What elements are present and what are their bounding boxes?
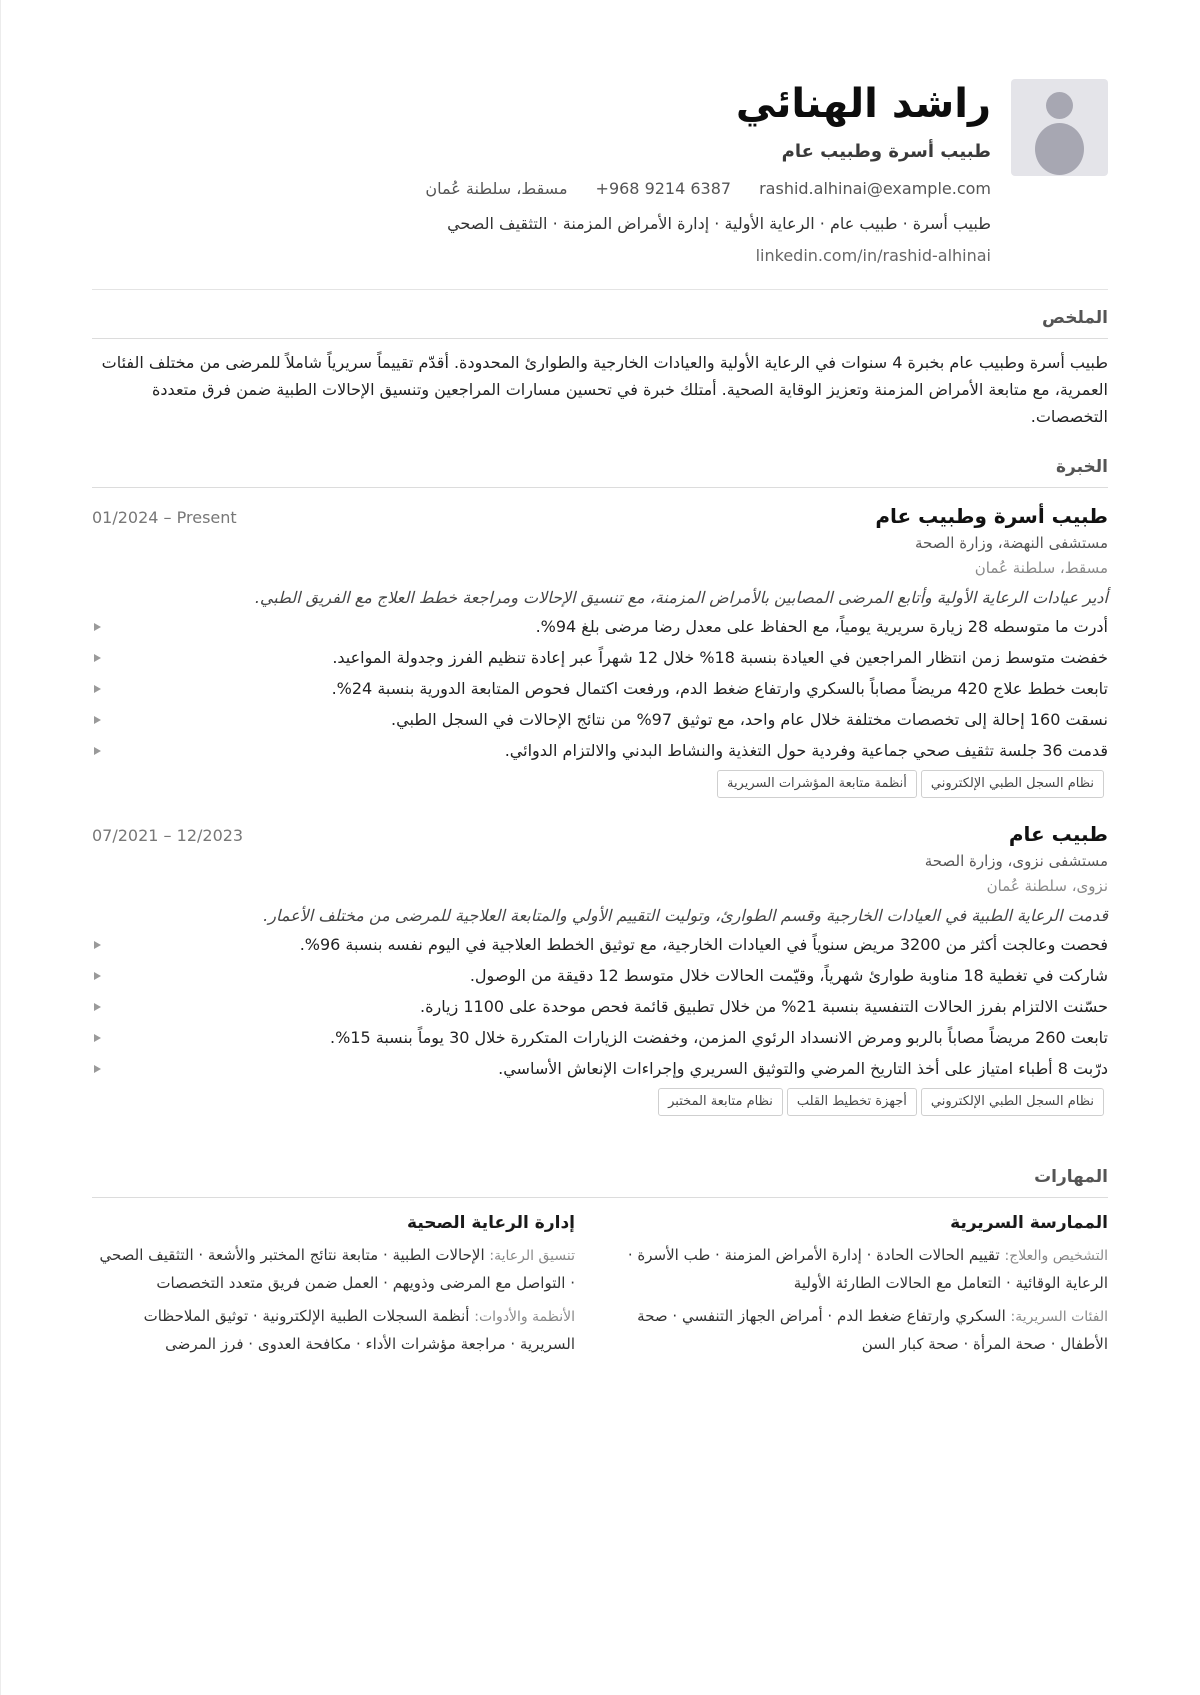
- linkedin-link[interactable]: linkedin.com/in/rashid-alhinai: [755, 246, 991, 265]
- skill-label: تنسيق الرعاية:: [489, 1248, 575, 1264]
- achievement-item: [92, 1026, 1108, 1050]
- skill-values: السكري وارتفاع ضغط الدم · أمراض الجهاز التنفسي · صحة الأطفال · صحة المرأة · صحة كبار السن: [637, 1307, 1108, 1353]
- job-title: طبيب عام: [1008, 822, 1108, 846]
- achievement-text: تابعت 260 مريضاً مصاباً بالربو ومرض الانسداد الرئوي المزمن، وخفضت الزيارات المتكررة خلال 30 يوماً بنسبة 15%.: [330, 1028, 1108, 1047]
- achievement-item: [92, 995, 1108, 1019]
- skill-row: [625, 1303, 1108, 1358]
- tool-tag: نظام متابعة المختبر: [658, 1088, 783, 1116]
- job-dates: 01/2024 – Present: [92, 508, 237, 527]
- achievement-item: [92, 933, 1108, 957]
- achievement-item: [92, 646, 1108, 670]
- job-organization: مستشفى نزوى، وزارة الصحة: [924, 852, 1108, 870]
- skills-section: [92, 1165, 1108, 1358]
- job-entry: [92, 502, 1108, 798]
- skill-values: الإحالات الطبية · متابعة نتائج المختبر والأشعة · التثقيف الصحي · التواصل مع المرضى وذويهم · العمل ضمن فريق متعدد التخصصات: [99, 1246, 575, 1292]
- tool-tag: أجهزة تخطيط القلب: [787, 1088, 917, 1116]
- skill-group-title: إدارة الرعاية الصحية: [407, 1213, 575, 1233]
- achievement-item: [92, 677, 1108, 701]
- job-header: [92, 502, 1108, 530]
- skill-row: [92, 1242, 575, 1297]
- skills-heading: المهارات: [92, 1165, 1108, 1198]
- achievement-text: فحصت وعالجت أكثر من 3200 مريض سنوياً في العيادات الخارجية، مع توثيق الخطط العلاجية في اليوم نفسه بنسبة 96%.: [299, 935, 1108, 954]
- avatar-body: [1035, 123, 1084, 175]
- skill-group-title: الممارسة السريرية: [950, 1213, 1108, 1233]
- skill-column: [625, 1210, 1108, 1358]
- header-divider: [92, 289, 1108, 290]
- bullet-triangle-icon: [94, 716, 101, 724]
- headline-keywords: طبيب أسرة · طبيب عام · الرعاية الأولية · إدارة الأمراض المزمنة · التثقيف الصحي: [447, 214, 991, 233]
- job-title: طبيب أسرة وطبيب عام: [875, 504, 1108, 528]
- experience-section: [92, 455, 1108, 1116]
- job-location: نزوى، سلطنة عُمان: [986, 877, 1108, 895]
- achievement-item: [92, 615, 1108, 639]
- job-location: مسقط، سلطنة عُمان: [974, 559, 1108, 577]
- achievement-item: [92, 708, 1108, 732]
- location-text: مسقط، سلطنة عُمان: [425, 179, 568, 198]
- bullet-triangle-icon: [94, 941, 101, 949]
- job-organization: مستشفى النهضة، وزارة الصحة: [914, 534, 1108, 552]
- skill-label: الفئات السريرية:: [1010, 1309, 1108, 1325]
- achievement-text: درّبت 8 أطباء امتياز على أخذ التاريخ المرضي والتوثيق السريري وإجراءات الإنعاش الأساسي.: [498, 1059, 1108, 1078]
- email-link[interactable]: rashid.alhinai@example.com: [759, 179, 991, 198]
- bullet-triangle-icon: [94, 685, 101, 693]
- tool-tag: نظام السجل الطبي الإلكتروني: [921, 770, 1104, 798]
- job-achievements: [92, 615, 1108, 763]
- skill-values: تقييم الحالات الحادة · إدارة الأمراض المزمنة · طب الأسرة · الرعاية الوقائية · التعامل مع الحالات الطارئة الأولية: [627, 1246, 1108, 1292]
- skill-column: [92, 1210, 575, 1358]
- achievement-item: [92, 1057, 1108, 1081]
- tool-tag: أنظمة متابعة المؤشرات السريرية: [717, 770, 917, 798]
- skill-values: أنظمة السجلات الطبية الإلكترونية · توثيق الملاحظات السريرية · مراجعة مؤشرات الأداء · مكافحة العدوى · فرز المرضى: [143, 1307, 575, 1353]
- achievement-text: أدرت ما متوسطه 28 زيارة سريرية يومياً، مع الحفاظ على معدل رضا مرضى بلغ 94%.: [535, 617, 1108, 636]
- tool-tag: نظام السجل الطبي الإلكتروني: [921, 1088, 1104, 1116]
- bullet-triangle-icon: [94, 747, 101, 755]
- job-tools: [92, 1088, 1108, 1116]
- achievement-text: خفضت متوسط زمن انتظار المراجعين في العيادة بنسبة 18% خلال 12 شهراً عبر إعادة تنظيم الفرز وجدولة المواعيد.: [332, 648, 1108, 667]
- job-description: أدير عيادات الرعاية الأولية وأتابع المرضى المصابين بالأمراض المزمنة، مع تنسيق الإحالات ومراجعة خطط العلاج مع الفريق الطبي.: [254, 588, 1108, 607]
- bullet-triangle-icon: [94, 623, 101, 631]
- achievement-text: قدمت 36 جلسة تثقيف صحي جماعية وفردية حول التغذية والنشاط البدني والالتزام الدوائي.: [504, 741, 1108, 760]
- skills-grid: [92, 1210, 1108, 1358]
- skill-label: الأنظمة والأدوات:: [474, 1309, 575, 1325]
- achievement-text: حسّنت الالتزام بفرز الحالات التنفسية بنسبة 21% من خلال تطبيق قائمة فحص موحدة على 1100 زيارة.: [420, 997, 1108, 1016]
- achievement-text: شاركت في تغطية 18 مناوبة طوارئ شهرياً، وقيّمت الحالات خلال متوسط 12 دقيقة من الوصول.: [469, 966, 1108, 985]
- bullet-triangle-icon: [94, 1065, 101, 1073]
- achievement-item: [92, 739, 1108, 763]
- job-tools: [92, 770, 1108, 798]
- summary-section: [92, 306, 1108, 430]
- bullet-triangle-icon: [94, 972, 101, 980]
- experience-heading: الخبرة: [92, 455, 1108, 488]
- bullet-triangle-icon: [94, 1003, 101, 1011]
- avatar-head: [1046, 92, 1073, 119]
- avatar: [1011, 79, 1108, 176]
- job-entry: [92, 820, 1108, 1116]
- resume-header: [92, 0, 1108, 290]
- job-header: [92, 820, 1108, 848]
- phone-number[interactable]: +968 9214 6387: [595, 179, 732, 198]
- candidate-name: راشد الهنائي: [735, 81, 991, 127]
- achievement-text: نسقت 160 إحالة إلى تخصصات مختلفة خلال عام واحد، مع توثيق 97% من نتائج الإحالات في السجل الطبي.: [391, 710, 1108, 729]
- skill-row: [625, 1242, 1108, 1297]
- bullet-triangle-icon: [94, 654, 101, 662]
- job-achievements: [92, 933, 1108, 1081]
- skill-row: [92, 1303, 575, 1358]
- summary-heading: الملخص: [92, 306, 1108, 339]
- skill-label: التشخيص والعلاج:: [1004, 1248, 1108, 1264]
- candidate-title: طبيب أسرة وطبيب عام: [781, 141, 991, 162]
- bullet-triangle-icon: [94, 1034, 101, 1042]
- achievement-item: [92, 964, 1108, 988]
- contact-row: [425, 178, 991, 200]
- summary-text: طبيب أسرة وطبيب عام بخبرة 4 سنوات في الرعاية الأولية والعيادات الخارجية والطوارئ المحدودة. أقدّم تقييماً سريرياً شاملاً للمرضى من مختلف الفئات العمرية، مع متابعة الأمراض المزمنة وتعزيز الوقاية الصحية. أمتلك خبرة في تحسين مسارات المراجعين وتنسيق الإحالات الطبية ضمن فرق متعددة التخصصات.: [101, 353, 1108, 426]
- job-description: قدمت الرعاية الطبية في العيادات الخارجية وقسم الطوارئ، وتوليت التقييم الأولي والمتابعة العلاجية للمرضى من مختلف الأعمار.: [263, 906, 1108, 925]
- achievement-text: تابعت خطط علاج 420 مريضاً مصاباً بالسكري وارتفاع ضغط الدم، ورفعت اكتمال فحوص المتابعة الدورية بنسبة 24%.: [331, 679, 1108, 698]
- job-dates: 07/2021 – 12/2023: [92, 826, 244, 845]
